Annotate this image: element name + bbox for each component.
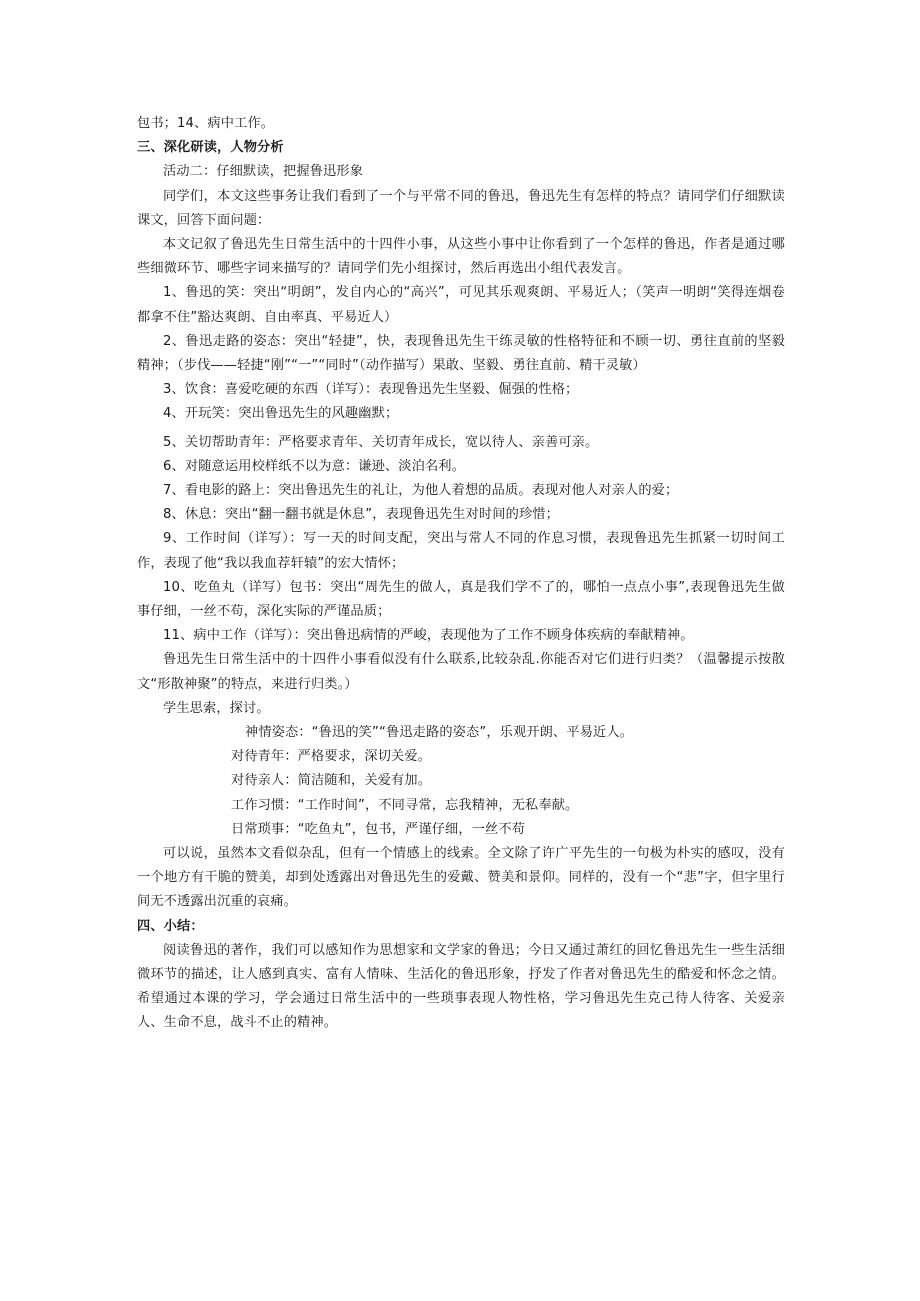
paragraph-emotion-clue: 可以说，虽然本文看似杂乱，但有一个情感上的线索。全文除了许广平先生的一句极为朴实的感叹，没有一个地方有干脆的赞美，却到处透露出对鲁迅先生的爱戴、赞美和景仰。同样的，没有一个“悲”字，但字里行间无不透露出沉重的哀痛。 bbox=[137, 845, 785, 910]
section-4-heading: 四、小结： bbox=[137, 918, 204, 934]
category-family: 对待亲人：简洁随和，关爱有加。 bbox=[231, 773, 432, 789]
activity-title: 活动二：仔细默读，把握鲁迅形象 bbox=[163, 164, 364, 180]
list-item-youth: 5、关切帮助青年：严格要求青年、关切青年成长，宽以待人、亲善可亲。 bbox=[163, 434, 599, 450]
list-item-walk: 2、鲁迅走路的姿态：突出“轻捷”，快，表现鲁迅先生干练灵敏的性格特征和不顾一切、勇往直前的坚毅精神；（步伐——轻捷“刚”“一”“同时”（动作描写）果敢、坚毅、勇往直前、精干灵敏） bbox=[137, 333, 785, 373]
list-item-joke: 4、开玩笑：突出鲁迅先生的风趣幽默； bbox=[163, 406, 399, 422]
document-body bbox=[137, 112, 785, 1036]
category-expression: 神情姿态：“鲁迅的笑”“鲁迅走路的姿态”，乐观开朗、平易近人。 bbox=[245, 725, 634, 741]
list-item-proof-paper: 6、对随意运用校样纸不以为意：谦逊、淡泊名利。 bbox=[163, 458, 465, 474]
list-item-movie: 7、看电影的路上：突出鲁迅先生的礼让，为他人着想的品质。表现对他人对亲人的爱； bbox=[163, 483, 679, 498]
category-youth: 对待青年：严格要求，深切关爱。 bbox=[231, 749, 432, 765]
list-item-sick-work: 11、病中工作（详写）：突出鲁迅病情的严峻，表现他为了工作不顾身体疾病的奉献精神。 bbox=[163, 628, 694, 644]
category-daily-matters: 日常琐事：“吃鱼丸”，包书，严谨仔细，一丝不苟 bbox=[231, 821, 526, 837]
list-item-food: 3、饮食：喜爱吃硬的东西（详写）：表现鲁迅先生坚毅、倔强的性格； bbox=[163, 382, 579, 398]
paragraph-intro-question: 同学们，本文这些事务让我们看到了一个与平常不同的鲁迅，鲁迅先生有怎样的特点？请同学们仔细默读课文，回答下面问题： bbox=[137, 188, 785, 228]
list-item-fish-balls: 10、吃鱼丸（详写）包书：突出“周先生的做人，真是我们学不了的，哪怕一点点小事”,表现鲁迅先生做事仔细，一丝不苟，深化实际的严谨品质； bbox=[137, 579, 785, 620]
intro-line: 包书；14、病中工作。 bbox=[137, 116, 275, 131]
paragraph-task: 本文记叙了鲁迅先生日常生活中的十四件小事，从这些小事中让你看到了一个怎样的鲁迅，作者是通过哪些细微环节、哪些字词来描写的？请同学们先小组探讨，然后再选出小组代表发言。 bbox=[137, 236, 785, 277]
paragraph-classify: 鲁迅先生日常生活中的十四件小事看似没有什么联系,比较杂乱.你能否对它们进行归类？（温馨提示按散文“形散神聚”的特点，来进行归类。） bbox=[137, 652, 785, 692]
paragraph-summary: 阅读鲁迅的著作，我们可以感知作为思想家和文学家的鲁迅；今日又通过萧红的回忆鲁迅先生一些生活细微环节的描述，让人感到真实、富有人情味、生活化的鲁迅形象，抒发了作者对鲁迅先生的酷爱和怀念之情。希望通过本课的学习，学会通过日常生活中的一些琐事表现人物性格，学习鲁迅先生克己待人待客、关爱亲人、生命不息，战斗不止的精神。 bbox=[137, 942, 785, 1031]
category-work-habits: 工作习惯：“工作时间”，不同寻常，忘我精神，无私奉献。 bbox=[231, 797, 579, 813]
list-item-work-time: 9、工作时间（详写）：写一天的时间支配，突出与常人不同的作息习惯，表现鲁迅先生抓紧一切时间工作，表现了他“我以我血荐轩辕”的宏大情怀； bbox=[137, 531, 785, 571]
list-item-rest: 8、休息：突出“翻一翻书就是休息”，表现鲁迅先生对时间的珍惜； bbox=[163, 507, 559, 523]
paragraph-discuss: 学生思索，探讨。 bbox=[163, 700, 270, 716]
section-3-heading: 三、深化研读，人物分析 bbox=[137, 140, 284, 156]
list-item-laugh: 1、鲁迅的笑：突出“明朗”，发自内心的“高兴”，可见其乐观爽朗、平易近人；（笑声一明朗“笑得连烟卷都拿不住”豁达爽朗、自由率真、平易近人） bbox=[137, 285, 785, 325]
